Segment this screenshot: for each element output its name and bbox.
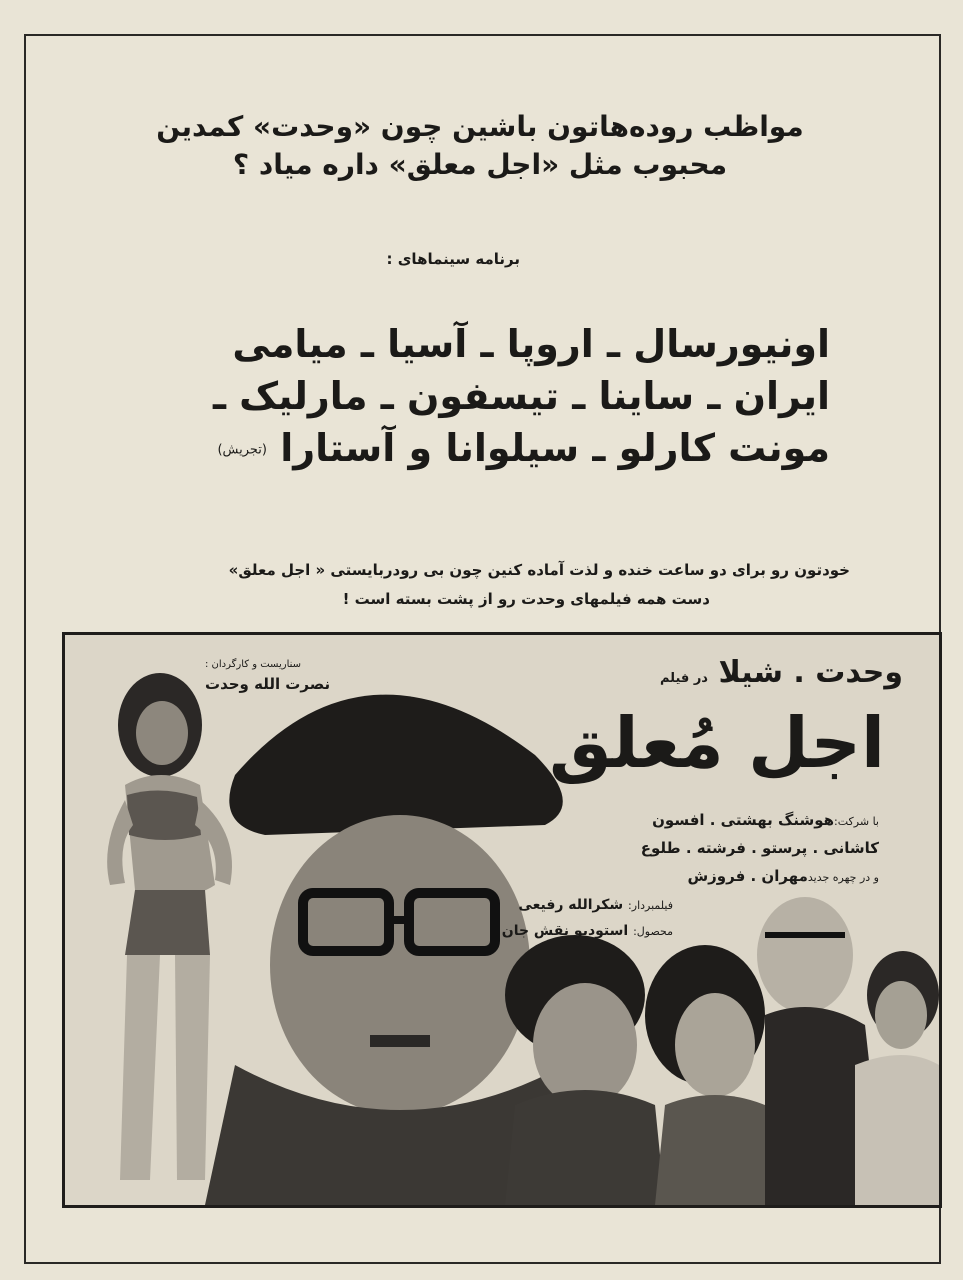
poster-title: اجل مُعلق: [549, 702, 885, 784]
producer-label: محصول:: [633, 925, 673, 938]
cinema-line-3-text: مونت کارلو ـ سیلوانا و آستارا: [280, 426, 830, 470]
cinema-line-2: ایران ـ ساینا ـ تیسفون ـ مارلیک ـ: [212, 374, 830, 418]
headline-line-1: مواظب روده‌هاتون باشین چون «وحدت» کمدین: [156, 110, 804, 143]
promo-text: [60, 556, 850, 614]
schedule-label: برنامه سینماهای :: [386, 250, 520, 268]
cinema-line-1: اونیورسال ـ اروپا ـ آسیا ـ میامی: [232, 322, 830, 366]
writer-label: سناریست و کارگردان :: [205, 659, 302, 670]
cast-names-3: مهران . فروزش: [687, 867, 808, 885]
promo-line-2: دست همه فیلمهای وحدت رو از پشت بسته است !: [342, 590, 710, 608]
woman-figure-image: [107, 673, 232, 1180]
cast-line-2: کاشانی . پرستو . فرشته . طلوع: [640, 839, 879, 857]
dop-name: شکرالله رفیعی: [518, 897, 624, 913]
cast-label: با شرکت:: [834, 815, 879, 828]
headline: [60, 108, 900, 184]
cast-line-3: [687, 867, 879, 885]
cinema-list: [120, 318, 830, 477]
producer-name: استودیو نقش جان: [501, 923, 629, 939]
supporting-cast-image: [505, 897, 939, 1205]
cast-line-1: [652, 811, 879, 829]
cinema-line-3: [120, 422, 830, 477]
film-poster: [62, 632, 942, 1208]
cinematographer: [518, 897, 673, 913]
new-faces-label: و در چهره جدید: [807, 871, 879, 884]
cinema-note: (تجریش): [217, 442, 267, 458]
poster-stars-names: وحدت . شیلا: [718, 655, 903, 690]
writer-name: نصرت الله وحدت: [205, 675, 331, 693]
producer: [502, 923, 673, 939]
cast-names-1: هوشنگ بهشتی . افسون: [652, 811, 835, 829]
dop-label: فیلمبردار:: [628, 899, 673, 912]
poster-in-film: در فیلم: [659, 671, 708, 686]
poster-stars: [660, 655, 903, 690]
headline-line-2: محبوب مثل «اجل معلق» داره میاد ؟: [232, 148, 728, 181]
promo-line-1: خودتون رو برای دو ساعت خنده و لذت آماده کنین چون بی رودربایستی « اجل معلق»: [228, 561, 850, 579]
